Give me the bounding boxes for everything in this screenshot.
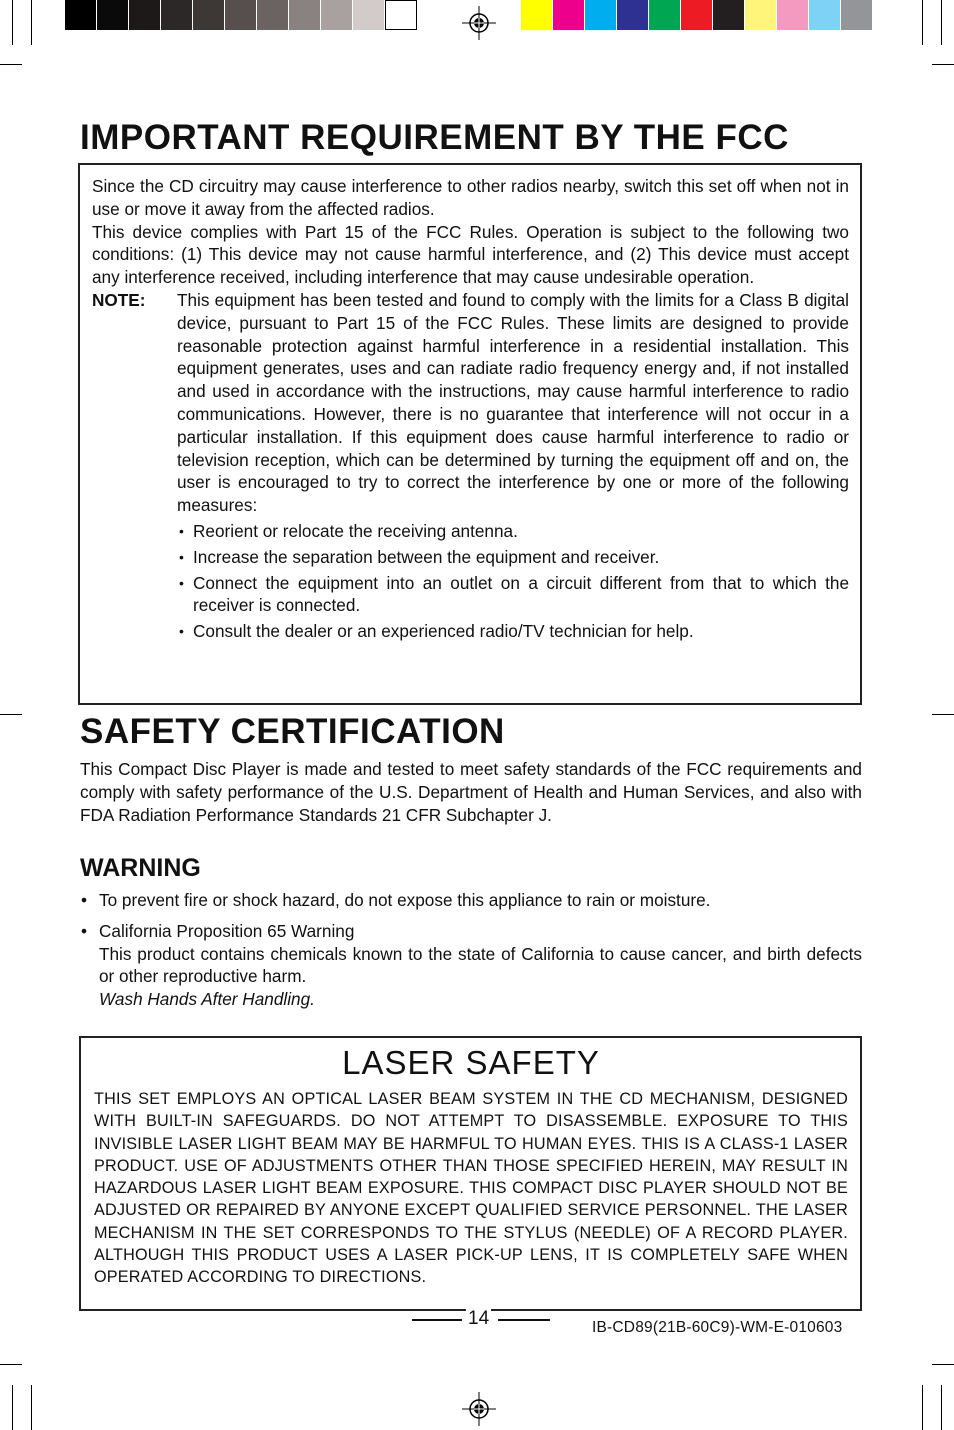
color-swatch bbox=[129, 0, 161, 30]
color-swatch bbox=[777, 0, 809, 30]
color-swatch bbox=[521, 0, 553, 30]
color-swatch bbox=[649, 0, 681, 30]
fcc-heading: IMPORTANT REQUIREMENT BY THE FCC bbox=[80, 118, 789, 157]
list-item: • Increase the separation between the equipment and receiver. bbox=[177, 546, 849, 569]
color-swatch bbox=[289, 0, 321, 30]
laser-safety-heading: LASER SAFETY bbox=[342, 1044, 600, 1081]
prop65-handwash: Wash Hands After Handling. bbox=[99, 989, 315, 1010]
fcc-note bbox=[92, 289, 849, 643]
registration-target-top-icon bbox=[462, 6, 496, 40]
page-number: 14 bbox=[468, 1308, 490, 1329]
safety-certification-heading: SAFETY CERTIFICATION bbox=[80, 712, 505, 751]
color-swatch bbox=[617, 0, 649, 30]
document-code: IB-CD89(21B-60C9)-WM-E-010603 bbox=[592, 1319, 843, 1336]
prop65-title: • California Proposition 65 Warning bbox=[99, 920, 355, 941]
color-swatch bbox=[161, 0, 193, 30]
safety-certification-text: This Compact Disc Player is made and tested to meet safety standards of the FCC requirements and comply with safety performance of the U.S. Department of Health and Human Services, and also with FDA Radiation Performance Standards 21 CFR Subchapter J. bbox=[80, 759, 862, 825]
note-body bbox=[177, 289, 849, 643]
warning-heading: WARNING bbox=[80, 854, 201, 882]
list-item: • Reorient or relocate the receiving antenna. bbox=[177, 520, 849, 543]
color-swatch bbox=[385, 0, 417, 30]
warning-list bbox=[80, 889, 862, 1019]
note-text: This equipment has been tested and found to comply with the limits for a Class B digital device, pursuant to Part 15 of the FCC Rules. These limits are designed to provide reasonable protection against harmful interference in a residential installation. This equipment generates, uses and can radiate radio frequency energy and, if not installed and used in accordance with the instructions, may cause harmful interference to radio communications. However, there is no guarantee that interference will not occur in a particular installation. If this equipment does cause harmful interference to radio or television reception, which can be determined by turning the equipment off and on, the user is encouraged to try to correct the interference by one or more of the following measures: bbox=[177, 289, 849, 516]
color-swatch bbox=[65, 0, 97, 30]
color-swatch bbox=[681, 0, 713, 30]
color-swatch bbox=[553, 0, 585, 30]
registration-target-bottom-icon bbox=[462, 1392, 496, 1426]
list-item: • Consult the dealer or an experienced radio/TV technician for help. bbox=[177, 620, 849, 643]
warning-item-prop65 bbox=[80, 920, 862, 1011]
color-swatch bbox=[585, 0, 617, 30]
page-number-rule-left bbox=[412, 1319, 462, 1321]
note-label: NOTE: bbox=[92, 289, 146, 310]
color-swatch bbox=[713, 0, 745, 30]
color-swatch bbox=[257, 0, 289, 30]
prop65-text: This product contains chemicals known to the state of California to cause cancer, and birth defects or other reproductive harm. bbox=[99, 943, 862, 987]
color-swatch bbox=[321, 0, 353, 30]
list-item: • Connect the equipment into an outlet on a circuit different from that to which the receiver is connected. bbox=[177, 572, 849, 618]
color-swatch bbox=[97, 0, 129, 30]
color-swatch bbox=[745, 0, 777, 30]
color-swatch bbox=[193, 0, 225, 30]
measures-list bbox=[177, 520, 849, 643]
grayscale-calibration-bar bbox=[65, 0, 417, 30]
color-swatch bbox=[841, 0, 873, 30]
warning-item-fire bbox=[80, 889, 862, 912]
fcc-para-part15: This device complies with Part 15 of the FCC Rules. Operation is subject to the following two conditions: (1) This device may not cause harmful interference, and (2) This device must accept any interference received, including interference that may cause undesirable operation. bbox=[92, 221, 849, 288]
warning-item-fire-text: To prevent fire or shock hazard, do not expose this appliance to rain or moisture. bbox=[99, 890, 711, 910]
color-swatch bbox=[353, 0, 385, 30]
color-swatch bbox=[225, 0, 257, 30]
color-calibration-bar bbox=[521, 0, 873, 30]
page-number-rule-right bbox=[498, 1319, 550, 1321]
fcc-notice-box bbox=[78, 163, 862, 705]
laser-safety-box bbox=[79, 1036, 862, 1311]
laser-safety-text: THIS SET EMPLOYS AN OPTICAL LASER BEAM SYSTEM IN THE CD MECHANISM, DESIGNED WITH BUILT-IN SAFEGUARDS. DO NOT ATTEMPT TO DISASSEMBLE. EXPOSURE TO THIS INVISIBLE LASER LIGHT BEAM MAY BE HARMFUL TO HUMAN EYES. THIS IS A CLASS-1 LASER PRODUCT. USE OF ADJUSTMENTS OTHER THAN THOSE SPECIFIED HEREIN, MAY RESULT IN HAZARDOUS LASER LIGHT BEAM EXPOSURE. THIS COMPACT DISC PLAYER SHOULD NOT BE ADJUSTED OR REPAIRED BY ANYONE EXCEPT QUALIFIED SERVICE PERSONNEL. THE LASER MECHANISM IN THE SET CORRESPONDS TO THE STYLUS (NEEDLE) OF A RECORD PLAYER. ALTHOUGH THIS PRODUCT USES A LASER PICK-UP LENS, IT IS COMPLETELY SAFE WHEN OPERATED ACCORDING TO DIRECTIONS. bbox=[94, 1090, 848, 1287]
fcc-para-interference: Since the CD circuitry may cause interference to other radios nearby, switch this set off when not in use or move it away from the affected radios. bbox=[92, 176, 849, 219]
color-swatch bbox=[809, 0, 841, 30]
